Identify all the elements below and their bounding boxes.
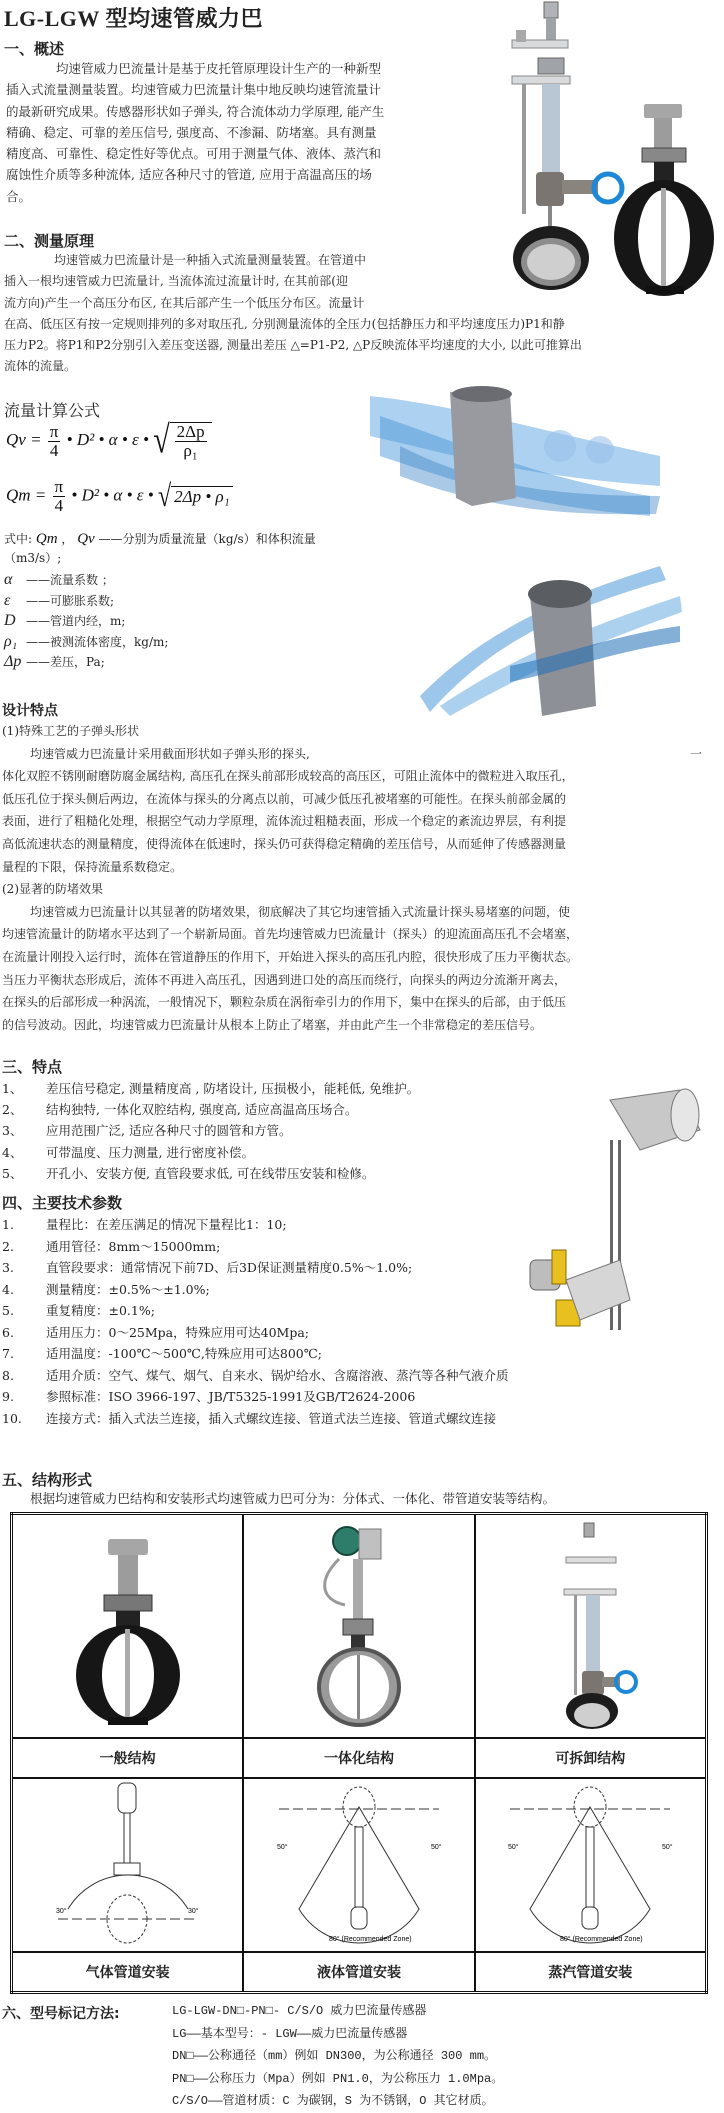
feature-item [2, 1142, 419, 1163]
design-line: 低压孔位于探头侧后两边，在流体与探头的分离点以前，可减少低压孔被堵塞的可能性。在探头前部金属的 [2, 791, 567, 806]
item-number: 2、 [2, 1102, 23, 1118]
features-list [2, 1078, 419, 1184]
where-qm: Qm [35, 531, 58, 547]
radical-sign: √ [157, 479, 172, 514]
integrated-structure-image [289, 1519, 429, 1729]
principle-line: 在高、低压区有按一定规则排列的多对取压孔, 分别测量流体的全压力(包括静压力和平均速度压力)P1和静 [4, 316, 565, 331]
item-number: 9. [2, 1389, 14, 1404]
principle-line: 流方向)产生一个高压分布区, 在其后部产生一个低压分布区。流量计 [4, 295, 365, 310]
item-text: 连接方式：插入式法兰连接，插入式螺纹连接、管道式法兰连接、管道式螺纹连接 [46, 1410, 497, 1426]
structure-image-row [12, 1514, 707, 1739]
mass-flow-formula [6, 478, 233, 515]
formula-where-clause [4, 530, 444, 568]
design-sub1-heading: (1)特殊工艺的子弹头形状 [2, 724, 139, 738]
design-line: 均速管威力巴流量计以其显著的防堵效果，彻底解决了其它均速管插入式流量计探头易堵塞的问题，使 [30, 904, 571, 919]
model-line: C/S/O——管道材质：C 为碳钢，S 为不锈钢，O 其它材质。 [172, 2094, 494, 2108]
legend-item [4, 591, 168, 612]
model-line: LG——基本型号：- LGW——威力巴流量传感器 [172, 2026, 408, 2041]
section-heading-model: 六、型号标记方法: [2, 2006, 120, 2022]
angle-label-left: 30° [55, 1908, 67, 1915]
recommended-zone-label: 80° (Recommended Zone) [560, 1936, 643, 1943]
where-unit: （m3/s）; [4, 551, 62, 565]
overview-line: 精度高、可靠性、稳定性好等优点。可用于测量气体、液体、蒸汽和 [6, 146, 382, 162]
gas-install-drawing [28, 1779, 228, 1947]
legend-item [4, 652, 168, 673]
caption-steam-install: 蒸汽管道安装 [475, 1952, 707, 1993]
radicand: 2Δp • ρ₁ [171, 486, 233, 507]
section-heading-features: 三、特点 [2, 1058, 63, 1076]
overview-line: 合。 [6, 188, 32, 204]
item-text: 直管段要求：通常情况下前7D、后3D保证测量精度0.5%～1.0%; [46, 1260, 413, 1275]
structure-table [10, 1512, 708, 1994]
item-text: 结构独特, 一体化双腔结构, 强度高, 适应高温高压场合。 [46, 1102, 358, 1118]
principle-line: 流体的流量。 [4, 359, 77, 374]
formula-heading: 流量计算公式 [4, 401, 101, 420]
item-text: 参照标准：ISO 3966-197、JB/T5325-1991及GB/T2624-2006 [46, 1389, 416, 1404]
param-item [2, 1343, 509, 1365]
overview-line: 精确、稳定、可靠的差压信号, 强度高、不渗漏、防堵塞。具有测量 [6, 124, 377, 140]
angle-label-right: 50° [662, 1844, 673, 1851]
item-number: 1. [2, 1217, 14, 1232]
structure-intro: 根据均速管威力巴结构和安装形式均速管威力巴可分为：分体式、一体化、带管道安装等结构。 [30, 1491, 556, 1506]
param-item [2, 1322, 509, 1344]
legend-desc: ——可膨胀系数; [26, 593, 115, 608]
legend-symbol: D [4, 612, 16, 629]
feature-item [2, 1078, 419, 1099]
params-list [2, 1214, 509, 1429]
model-code: LG-LGW-DN□-PN□- C/S/O 威力巴流量传感器 [172, 2004, 427, 2018]
item-text: 通用管径：8mm～15000mm; [46, 1238, 221, 1254]
legend-item [4, 611, 168, 632]
caption-liquid-install: 液体管道安装 [243, 1952, 474, 1993]
legend-symbol: Δp [4, 653, 22, 670]
item-text: 量程比：在差压满足的情况下量程比1：10; [46, 1217, 287, 1232]
integrated-structure-image-cell [243, 1514, 474, 1739]
design-line: 体化双腔不锈刚耐磨防腐金属结构, 高压孔在探头前部形成较高的高压区，可阻止流体中的微粒进入取压孔， [2, 769, 574, 784]
liquid-install-drawing [259, 1779, 459, 1947]
structure-caption-row [12, 1738, 707, 1778]
probe-flow-illustration-top [370, 386, 660, 516]
item-number: 8. [2, 1367, 14, 1383]
formula-middle: • D² • α • ε • [66, 429, 149, 449]
item-number: 3. [2, 1260, 14, 1275]
param-item [2, 1236, 509, 1258]
legend-item [4, 570, 168, 591]
item-number: 5、 [2, 1165, 23, 1181]
angle-label-right: 30° [187, 1908, 199, 1915]
item-text: 开孔小、安装方便, 直管段要求低, 可在线带压安装和检修。 [46, 1165, 375, 1181]
design-sub1-first-text: 均速管威力巴流量计采用截面形状如子弹头形的探头, [30, 746, 310, 761]
principle-line: 均速管威力巴流量计是一种插入式流量测量装置。在管道中 [54, 253, 367, 267]
param-item [2, 1386, 509, 1408]
gas-install-drawing-cell [12, 1778, 244, 1952]
caption-gas-install: 气体管道安装 [12, 1952, 244, 1993]
item-text: 适用压力：0～25Mpa，特殊应用可达40Mpa; [46, 1324, 309, 1340]
item-number: 5. [2, 1303, 14, 1318]
formula-qm-lhs: Qm = [6, 485, 47, 505]
formula-middle: • D² • α • ε • [71, 485, 154, 505]
item-number: 4、 [2, 1144, 23, 1160]
item-text: 适用温度：-100℃～500℃,特殊应用可达800℃; [46, 1346, 322, 1361]
formula-symbol-legend [4, 570, 168, 673]
param-item [2, 1214, 509, 1236]
feature-item [2, 1163, 419, 1184]
design-line: 高低流速状态的测量精度，使得流体在低速时，探头仍可获得稳定精确的差压信号，从而延伸了传感器测量 [2, 836, 567, 851]
installation-caption-row [12, 1952, 707, 1993]
section-heading-principle: 二、测量原理 [4, 232, 95, 250]
steam-install-drawing [490, 1779, 690, 1947]
item-text: 可带温度、压力测量, 进行密度补偿。 [46, 1144, 254, 1160]
where-prefix: 式中: [4, 532, 33, 546]
general-structure-image [58, 1519, 198, 1729]
param-item [2, 1257, 509, 1279]
item-number: 2. [2, 1238, 14, 1254]
sqrt-expression [157, 479, 233, 514]
installation-drawing-row [12, 1778, 707, 1952]
item-number: 4. [2, 1281, 14, 1297]
design-line: 的信号波动。因此，均速管威力巴流量计从根本上防止了堵塞，并由此产生一个非常稳定的差压信号。 [2, 1017, 543, 1032]
probe-flow-illustration-bottom [420, 566, 682, 716]
overview-line: 腐蚀性介质等多种流体, 适应各种尺寸的管道, 应用于高温高压的场 [6, 167, 372, 183]
legend-symbol: ρ₁ [4, 632, 18, 650]
overview-line: 均速管威力巴流量计是基于皮托管原理设计生产的一种新型 [56, 61, 382, 76]
angle-label-right: 50° [430, 1844, 442, 1851]
item-text: 重复精度：±0.1%; [46, 1303, 155, 1318]
design-sub2-heading: (2)显著的防堵效果 [2, 882, 103, 897]
overview-line: 插入式流量测量装置。均速管威力巴流量计集中地反映均速管流量计 [6, 82, 382, 98]
legend-desc: ——差压，Pa; [26, 655, 105, 669]
detachable-structure-image-cell [475, 1514, 707, 1739]
item-text: 差压信号稳定, 测量精度高 , 防堵设计, 压损极小，能耗低, 免维护。 [46, 1081, 420, 1096]
item-text: 应用范围广泛, 适应各种尺寸的圆管和方管。 [46, 1123, 292, 1139]
item-number: 6. [2, 1324, 14, 1340]
param-item [2, 1365, 509, 1387]
sqrt-expression [153, 418, 211, 462]
steam-install-drawing-cell [475, 1778, 707, 1952]
recommended-zone-label: 80° (Recommended Zone) [328, 1936, 412, 1943]
design-line: 在探头的后部形成一种涡流，一般情况下，颗粒杂质在涡衔牵引力的作用下，集中在探头的后部，由于低压 [2, 995, 567, 1010]
page-title: LG-LGW 型均速管威力巴 [4, 6, 264, 31]
item-number: 10. [2, 1410, 22, 1426]
design-features-body [2, 720, 724, 1036]
four: 4 [49, 440, 59, 460]
angle-label-left: 50° [276, 1844, 288, 1851]
principle-line: 压力P2。将P1和P2分别引入差压变送器, 测量出差压 △=P1-P2, △P反映流体平均速度的大小, 以此可推算出 [4, 338, 582, 353]
design-line: 表面，进行了粗糙化处理，根据空气动力学原理，流体流过粗糙表面，形成一个稳定的紊流边界层，有利提 [2, 814, 567, 829]
section-heading-structure: 五、结构形式 [2, 1471, 93, 1489]
delta-p-over-rho [175, 423, 207, 460]
design-line: 在流量计刚投入运行时，流体在管道静压的作用下，开始进入探头的高压孔内腔，很快形成了压力平衡状态。 [2, 949, 579, 964]
detachable-structure-image [520, 1519, 660, 1729]
design-line: 当压力平衡状态形成后，流体不再进入高压孔，因遇到进口处的高压而绕行，向探头的两边分流渐开离去， [2, 972, 567, 987]
item-text: 测量精度：±0.5%～±1.0%; [46, 1281, 210, 1297]
radical-sign: √ [153, 418, 170, 462]
caption-general-structure: 一般结构 [12, 1738, 244, 1778]
four: 4 [54, 496, 64, 515]
legend-symbol: α [4, 571, 13, 588]
param-item [2, 1300, 509, 1322]
param-item [2, 1279, 509, 1301]
pi: π [54, 477, 64, 496]
legend-symbol: ε [4, 591, 11, 609]
section-heading-params: 四、主要技术参数 [2, 1194, 123, 1212]
where-comma: ， [61, 532, 74, 546]
where-description: ——分别为质量流量（kg/s）和体积流量 [98, 532, 316, 546]
feature-item [2, 1099, 419, 1120]
design-sub1-first-line [2, 743, 724, 766]
item-text: 适用介质：空气、煤气、烟气、自来水、锅炉给水、含腐溶液、蒸汽等各种气液介质 [46, 1367, 509, 1383]
principle-paragraph [4, 250, 724, 378]
legend-desc: ——被测流体密度，kg/m; [26, 634, 169, 649]
item-number: 1、 [2, 1081, 23, 1096]
design-sub1-dash: 一 [689, 746, 702, 761]
caption-integrated-structure: 一体化结构 [243, 1738, 474, 1778]
design-line: 均速管流量计的防堵水平达到了一个崭新局面。首先均速管威力巴流量计（探头）的迎流面高压孔不会堵塞， [2, 927, 579, 942]
item-number: 7. [2, 1346, 14, 1361]
overview-line: 的最新研究成果。传感器形状如子弹头, 符合流体动力学原理, 能产生 [6, 103, 385, 119]
formula-qv-lhs: Qv = [6, 429, 42, 449]
radicand-numerator: 2Δp [176, 422, 205, 441]
principle-line: 插入一根均速管威力巴流量计, 当流体流过流量计时, 在其前部(迎 [4, 274, 348, 289]
design-line: 量程的下限，保持流量系数稳定。 [2, 859, 183, 874]
legend-item [4, 632, 168, 653]
where-qv: Qv [77, 531, 95, 547]
caption-detachable-structure: 可拆卸结构 [475, 1738, 707, 1778]
radicand-denominator: ρ₁ [183, 441, 198, 460]
design-features-heading: 设计特点 [2, 703, 58, 719]
model-line: DN□——公称通径（mm）例如 DN300，为公称通径 300 mm。 [172, 2049, 497, 2063]
model-line: PN□——公称压力（Mpa）例如 PN1.0，为公称压力 1.0Mpa。 [172, 2071, 504, 2086]
legend-desc: ——流量系数 ； [26, 573, 114, 587]
general-structure-image-cell [12, 1514, 244, 1739]
detachable-flowmeter-image [512, 2, 622, 290]
param-item [2, 1408, 509, 1430]
section-heading-overview: 一、概述 [4, 40, 65, 58]
liquid-install-drawing-cell [243, 1778, 474, 1952]
legend-desc: ——管道内经，m; [26, 614, 126, 628]
pi-over-4 [48, 423, 61, 460]
volume-flow-formula [6, 418, 212, 462]
angle-label-left: 50° [508, 1844, 519, 1851]
pi-over-4 [53, 478, 66, 515]
pi: π [49, 421, 59, 441]
feature-item [2, 1120, 419, 1141]
model-designation [172, 2000, 503, 2113]
overview-paragraph [6, 58, 496, 207]
item-number: 3、 [2, 1123, 23, 1139]
